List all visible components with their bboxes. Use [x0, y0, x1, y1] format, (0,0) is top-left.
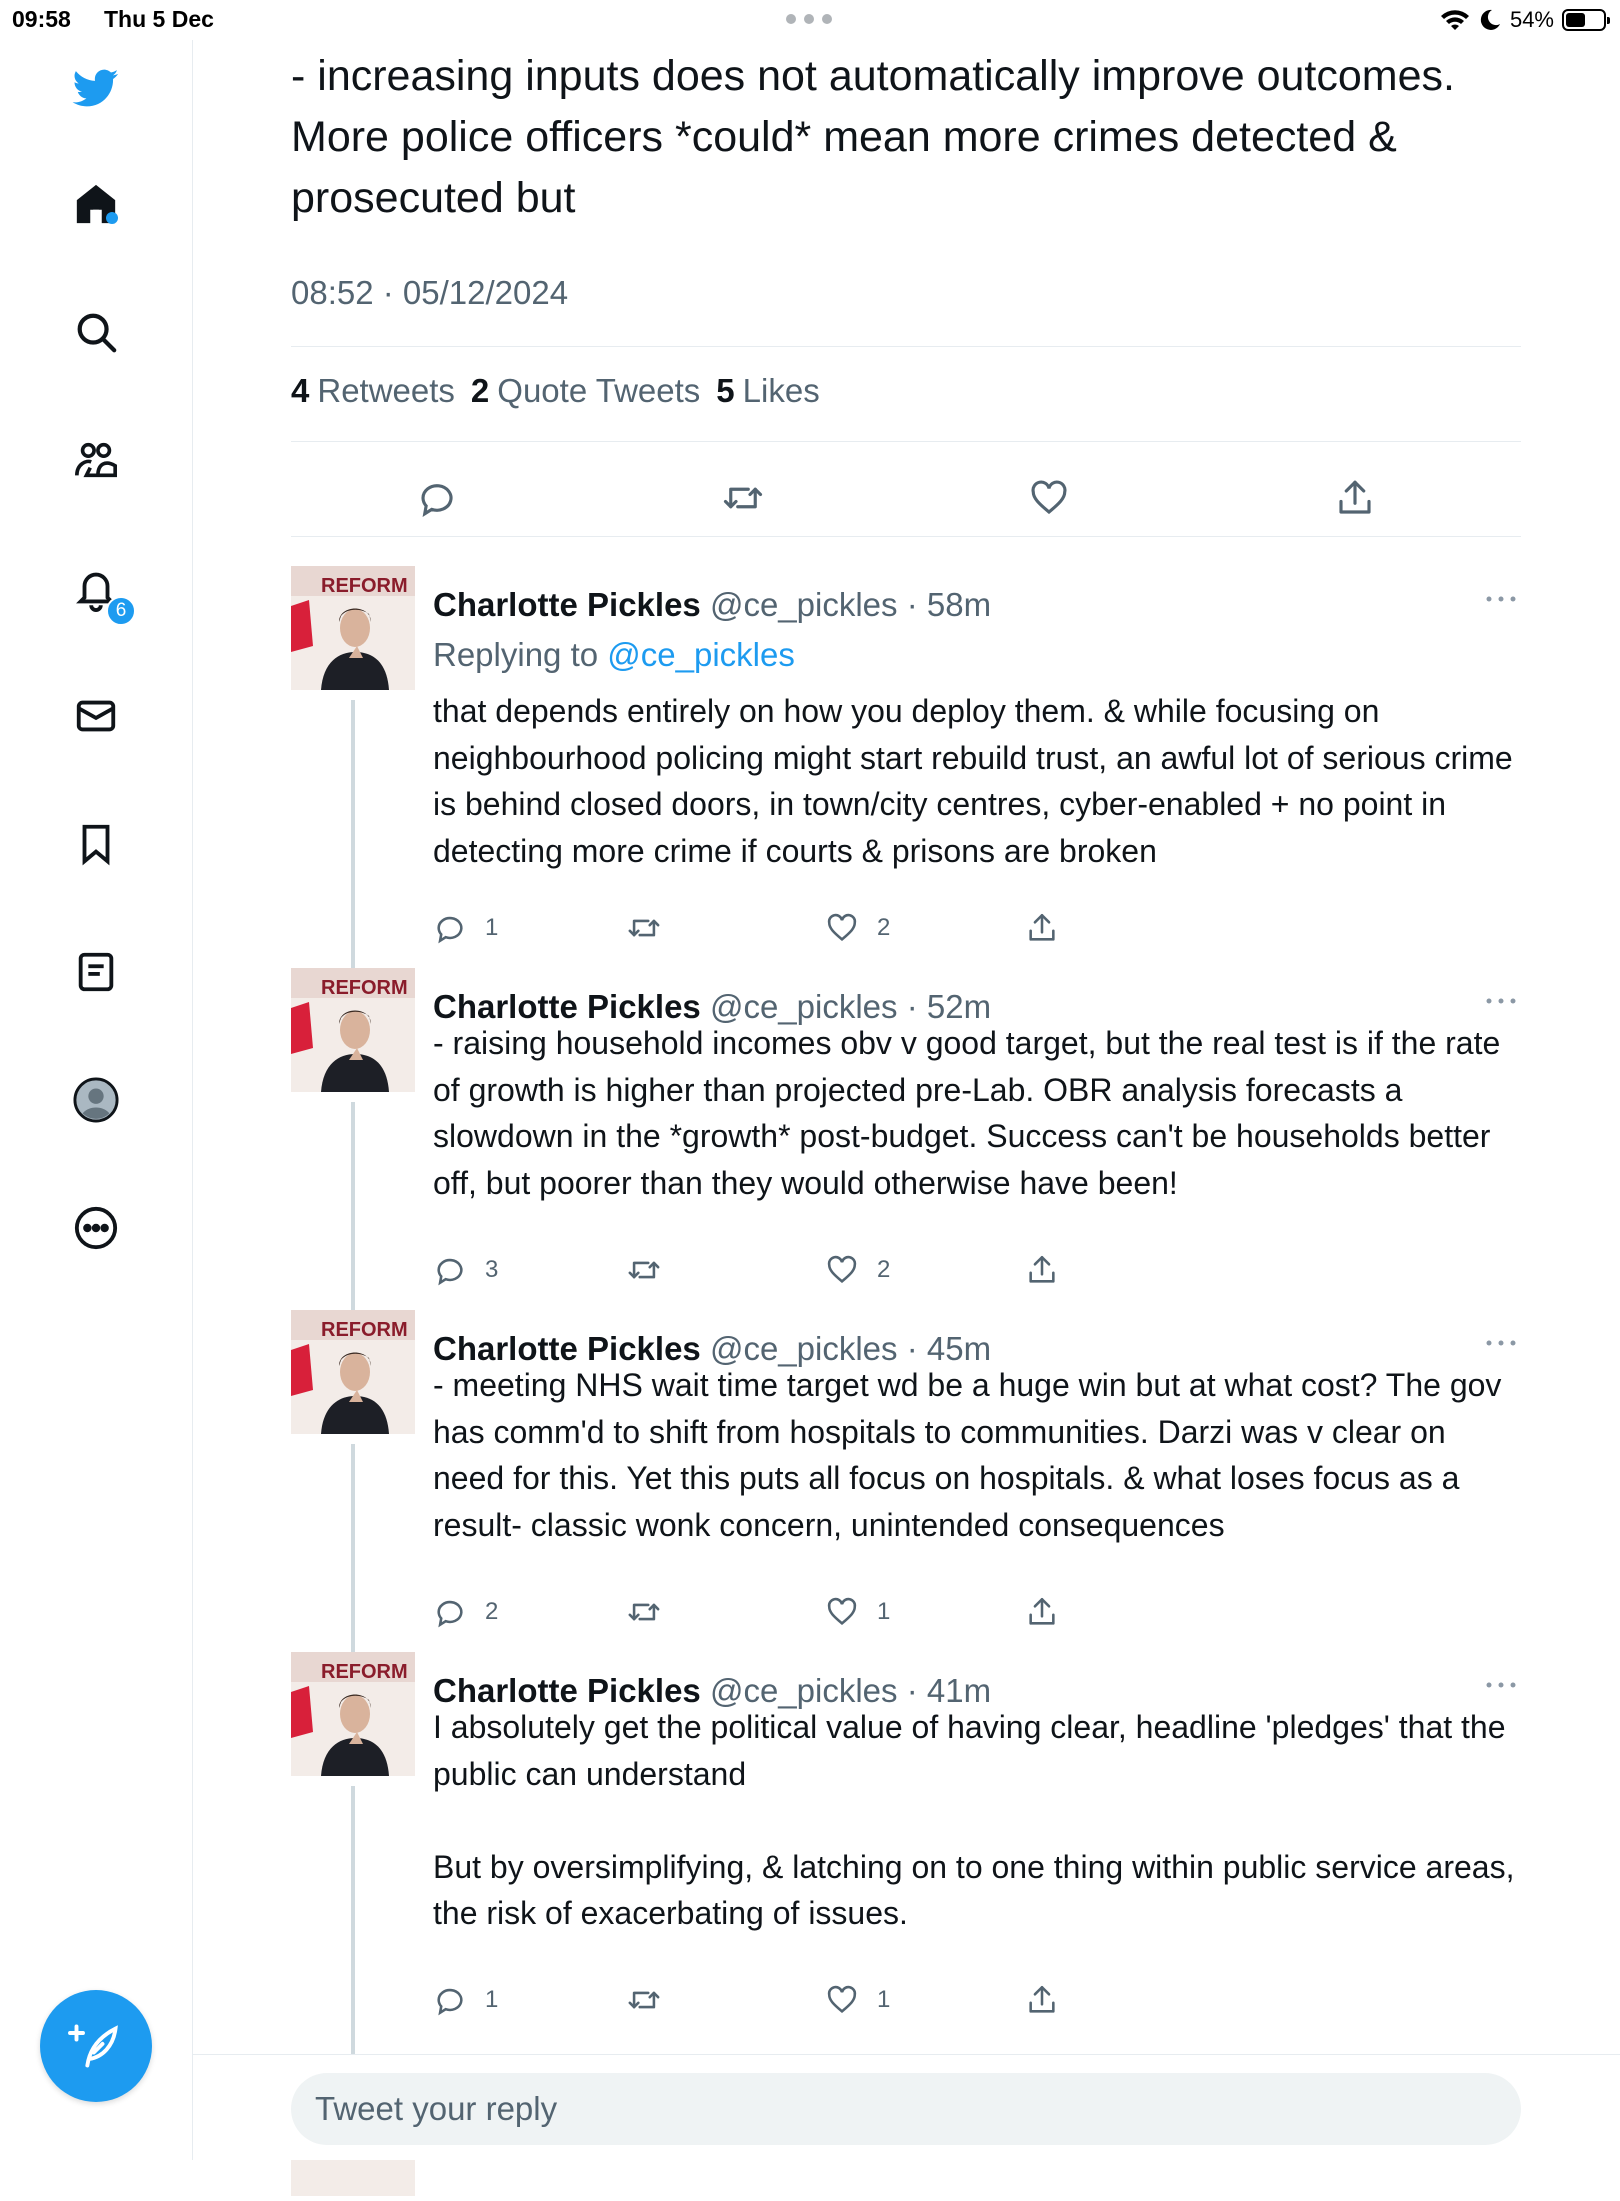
author-handle[interactable]: @ce_pickles [709, 1672, 898, 1709]
status-bar [0, 0, 1620, 40]
compose-tweet-button[interactable] [40, 1990, 152, 2102]
reply-actions [433, 908, 1133, 948]
likes-stat[interactable]: 5 Likes [716, 372, 820, 409]
more-options-icon[interactable] [1481, 1328, 1521, 1358]
tweet-time: · 52m [906, 988, 992, 1025]
replying-to: Replying to @ce_pickles [433, 636, 795, 673]
replying-to-link[interactable]: @ce_pickles [607, 636, 795, 673]
more-circle-icon[interactable] [70, 1202, 122, 1254]
reply-icon [433, 1595, 467, 1629]
battery-percent: 54% [1509, 7, 1554, 32]
author-handle[interactable]: @ce_pickles [709, 1330, 898, 1367]
avatar[interactable] [291, 1310, 415, 1434]
status-time: 09:58 [12, 6, 71, 32]
retweet-button[interactable] [627, 908, 679, 948]
share-icon [1025, 1253, 1059, 1287]
author-handle[interactable]: @ce_pickles [709, 988, 898, 1025]
avatar[interactable] [291, 968, 415, 1092]
like-icon [825, 911, 859, 945]
share-icon [1025, 1595, 1059, 1629]
author-name[interactable]: Charlotte Pickles [433, 586, 701, 623]
reply-count: 3 [485, 1256, 499, 1283]
retweet-icon[interactable] [713, 468, 773, 528]
lead-tweet-timestamp: 08:52 · 05/12/2024 [291, 274, 569, 311]
reply-tweet[interactable] [291, 1310, 1521, 1640]
like-button[interactable] [825, 908, 890, 948]
share-button[interactable] [1025, 1980, 1059, 2020]
retweet-button[interactable] [627, 1980, 679, 2020]
reply-text: - meeting NHS wait time target wd be a huge win but at what cost? The gov has comm'd to shift from hospitals to communities. Darzi was v clear on need for this. Yet this puts all focus on hospitals. & what loses focus as a result- classic wonk concern, unintended consequences [433, 1367, 1502, 1543]
reply-input[interactable] [291, 2073, 1521, 2145]
reply-count: 1 [485, 1986, 499, 2013]
retweet-icon [627, 1253, 661, 1287]
lead-tweet-actions [291, 468, 1521, 528]
reply-count: 1 [485, 914, 499, 941]
retweet-icon [627, 1595, 661, 1629]
share-button[interactable] [1025, 1250, 1059, 1290]
share-icon[interactable] [1325, 468, 1385, 528]
reply-text: - raising household incomes obv v good target, but the real test is if the rate of growth is higher than projected pre-Lab. OBR analysis forecasts a slowdown in the *growth* post-budget. Success can't be households better off, but poorer than they would otherwise have been! [433, 1025, 1501, 1201]
search-icon[interactable] [70, 306, 122, 358]
reply-icon [433, 911, 467, 945]
avatar[interactable] [291, 1652, 415, 1776]
main-timeline [193, 40, 1620, 2160]
reply-tweet[interactable] [291, 1652, 1521, 2032]
tweet-time: · 45m [906, 1330, 992, 1367]
reply-text: I absolutely get the political value of having clear, headline 'pledges' that the public can understand But by oversimplifying, & latching on to one thing within public service areas, the risk of exacerbating of issues. [433, 1709, 1515, 1931]
svg-text:REFORM: REFORM [321, 1661, 408, 1683]
like-button[interactable] [825, 1250, 890, 1290]
more-options-icon[interactable] [1481, 584, 1521, 614]
reply-button[interactable] [433, 1250, 498, 1290]
like-icon [825, 1983, 859, 2017]
like-count: 2 [877, 1256, 891, 1283]
sidebar [0, 40, 193, 2160]
reply-actions [433, 1980, 1133, 2020]
share-button[interactable] [1025, 1592, 1059, 1632]
list-icon[interactable] [70, 946, 122, 998]
status-indicators [1440, 4, 1606, 36]
tweet-time: · 41m [906, 1672, 992, 1709]
divider [291, 441, 1521, 442]
retweets-stat[interactable]: 4 Retweets [291, 372, 455, 409]
reply-count: 2 [485, 1598, 499, 1625]
reply-tweet[interactable] [291, 566, 1521, 946]
reply-composer [193, 2054, 1620, 2160]
avatar[interactable] [291, 566, 415, 690]
status-date: Thu 5 Dec [104, 6, 214, 32]
wifi-icon [1440, 8, 1470, 32]
divider [291, 536, 1521, 537]
tweet-stats [291, 372, 820, 410]
retweet-icon [627, 911, 661, 945]
mail-icon[interactable] [70, 690, 122, 742]
reply-tweet[interactable] [291, 968, 1521, 1298]
share-icon [1025, 911, 1059, 945]
more-options-icon[interactable] [1481, 986, 1521, 1016]
reply-button[interactable] [433, 1980, 498, 2020]
like-count: 2 [877, 914, 891, 941]
profile-icon[interactable] [70, 1074, 122, 1126]
multitasking-dots-icon[interactable] [786, 14, 832, 26]
moon-icon [1478, 8, 1502, 32]
svg-text:REFORM: REFORM [321, 575, 408, 597]
like-icon[interactable] [1019, 468, 1079, 528]
author-name[interactable]: Charlotte Pickles [433, 988, 701, 1025]
reply-icon[interactable] [407, 468, 467, 528]
notification-badge: 6 [106, 596, 136, 626]
like-count: 1 [877, 1986, 891, 2013]
reply-button[interactable] [433, 1592, 498, 1632]
reply-icon [433, 1983, 467, 2017]
reply-icon [433, 1253, 467, 1287]
divider [291, 346, 1521, 347]
reply-actions [433, 1592, 1133, 1632]
twitter-logo-icon[interactable] [70, 62, 122, 114]
reply-button[interactable] [433, 908, 498, 948]
battery-fill [1566, 13, 1585, 27]
reply-text: that depends entirely on how you deploy them. & while focusing on neighbourhood policing might start rebuild trust, an awful lot of serious crime is behind closed doors, in town/city centres, cyber-enabled + no point in detecting more crime if courts & prisons are broken [433, 693, 1513, 869]
tweet-time: · 58m [906, 586, 992, 623]
communities-icon[interactable] [70, 434, 122, 486]
bookmark-icon[interactable] [70, 818, 122, 870]
retweet-icon [627, 1983, 661, 2017]
lead-tweet-text: - increasing inputs does not automatically improve outcomes. More police officers *could* mean more crimes detected & prosecuted but [291, 52, 1455, 222]
retweet-button[interactable] [627, 1250, 679, 1290]
feather-plus-icon [70, 2020, 122, 2072]
author-name[interactable]: Charlotte Pickles [433, 1330, 701, 1367]
svg-text:REFORM: REFORM [321, 1319, 408, 1341]
like-button[interactable] [825, 1592, 890, 1632]
more-options-icon[interactable] [1481, 1670, 1521, 1700]
share-icon [1025, 1983, 1059, 2017]
quotes-stat[interactable]: 2 Quote Tweets [470, 372, 701, 409]
home-unread-dot [106, 212, 118, 224]
reply-header [433, 586, 991, 624]
svg-text:REFORM: REFORM [321, 977, 408, 999]
like-button[interactable] [825, 1980, 890, 2020]
like-icon [825, 1253, 859, 1287]
battery-icon [1562, 9, 1606, 31]
like-count: 1 [877, 1598, 891, 1625]
like-icon [825, 1595, 859, 1629]
reply-actions [433, 1250, 1133, 1290]
author-handle[interactable]: @ce_pickles [709, 586, 898, 623]
share-button[interactable] [1025, 908, 1059, 948]
retweet-button[interactable] [627, 1592, 679, 1632]
author-name[interactable]: Charlotte Pickles [433, 1672, 701, 1709]
